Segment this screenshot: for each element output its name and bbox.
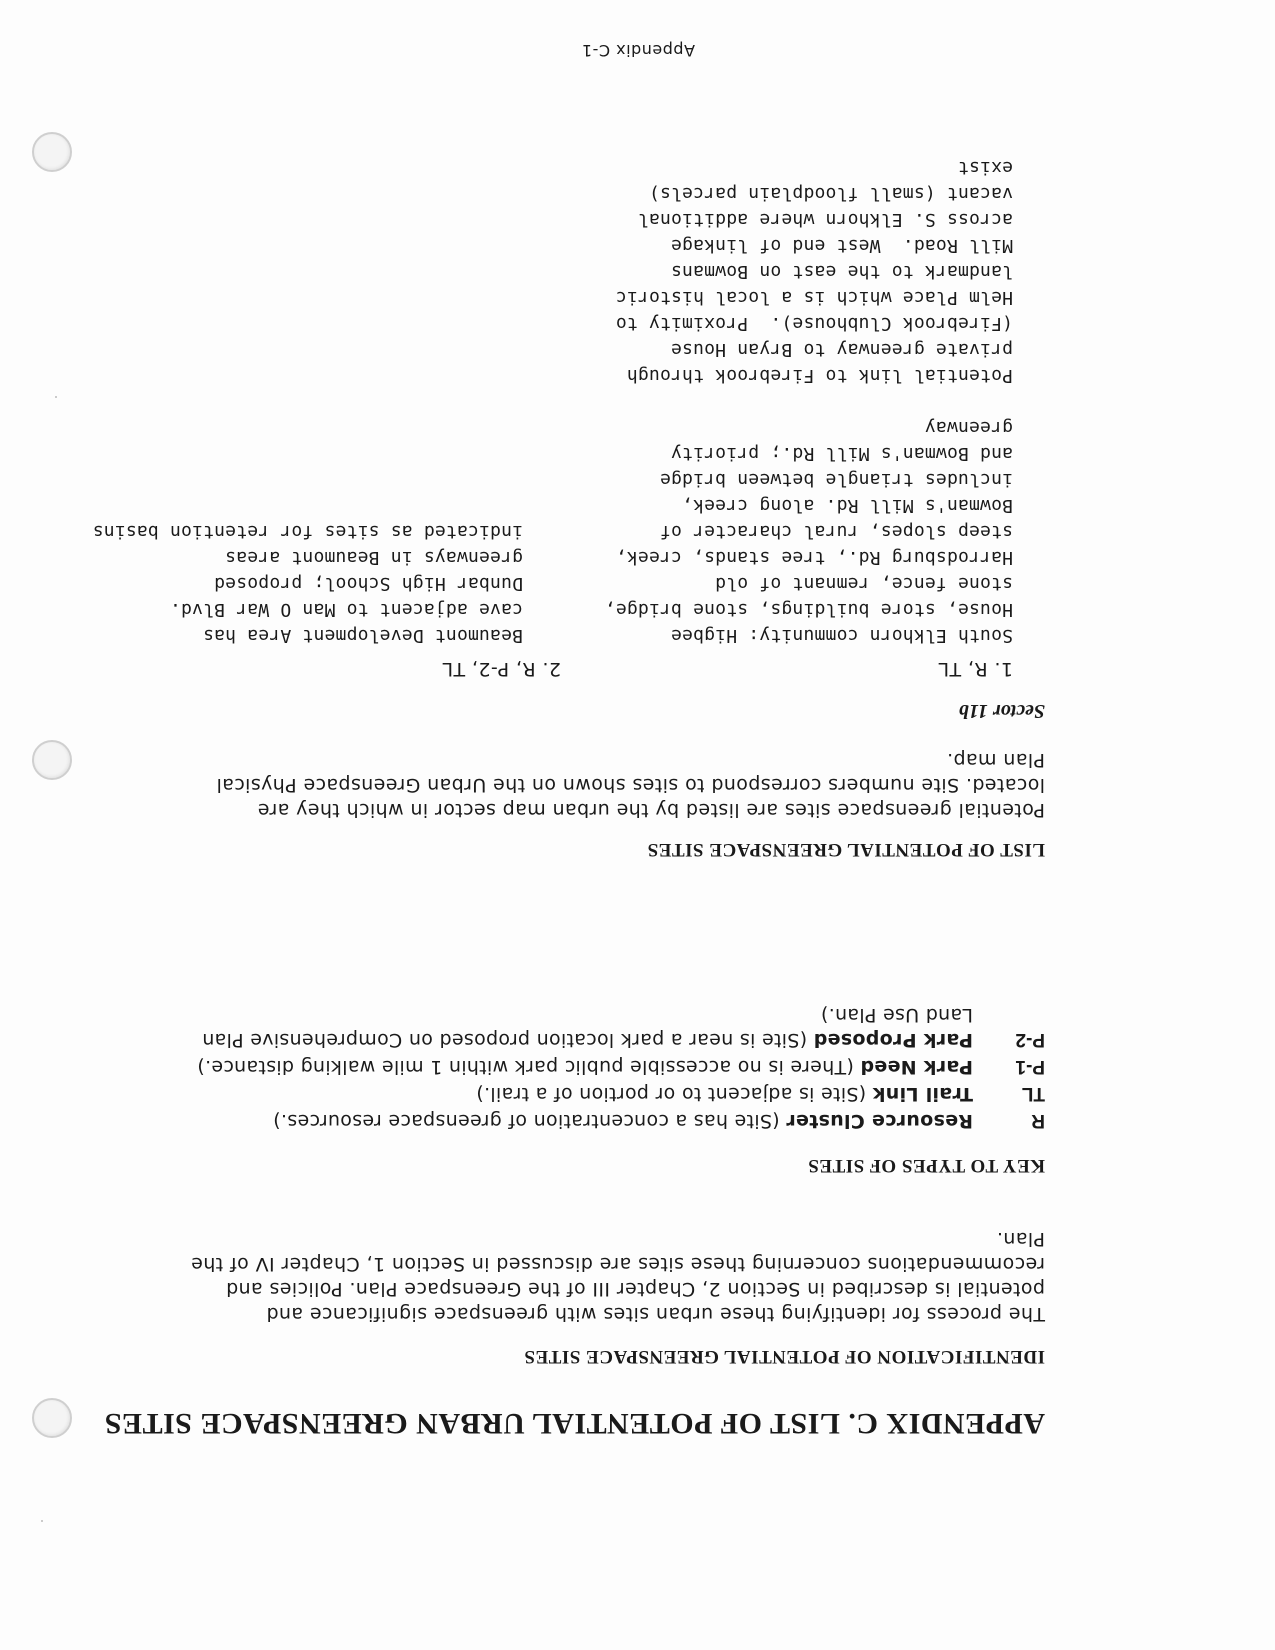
key-text <box>173 1081 973 1106</box>
page-footer: Appendix C-1 <box>581 41 695 60</box>
site-2-number: 2. R, P-2, TL <box>442 658 561 680</box>
key-code: P-2 <box>1015 1029 1045 1050</box>
key-code: R <box>1031 1110 1045 1131</box>
list-heading: LIST OF POTENTIAL GREENSPACE SITES <box>647 839 1045 860</box>
site-2-description: Beaumont Development Area has cave adjacent to Man O War Blvd. Dunbar High School; proposed greenways in Beaumont areas indicated as sites for retention basins <box>92 521 523 646</box>
key-text <box>173 1054 973 1079</box>
binder-hole-top <box>32 1398 72 1438</box>
key-term: Park Need <box>860 1056 973 1078</box>
key-text <box>173 1108 973 1133</box>
binder-hole-middle <box>32 740 72 780</box>
list-paragraph: Potential greenspace sites are listed by the urban map sector in which they are located. Site numbers correspond to sites shown on the Urban Greenspace Physical Plan map. <box>216 749 1045 821</box>
identification-paragraph: The process for identifying these urban sites with greenspace significance and potential is described in Section 2, Chapter III of the Greenspace Plan. Policies and recommendations concerning these sites are discussed in Section 1, Chapter IV of the Plan. <box>190 1228 1045 1325</box>
key-desc: (Site has a concentration of greenspace resources.) <box>272 1110 787 1132</box>
key-code: P-1 <box>1015 1056 1045 1077</box>
identification-heading: IDENTIFICATION OF POTENTIAL GREENSPACE SITES <box>523 1346 1045 1367</box>
site-1-description: South Elkhorn community: Higbee House, store buildings, stone bridge, stone fence, remnant of old Harrodsburg Rd., tree stands, creek, steep slopes, rural character of Bowman's Mill Rd. along creek, includes triangle between bridge and Bowman's Mill Rd.; priority greenway Potential link to Firebrook through private greenway to Bryan House (Firebrook Clubhouse). Proximity to Helm Place which is a local historic landmark to the east on Bowmans Mill Road. West end of linkage across S. Elkhorn where additional vacant (small floodplain parcels) exist <box>604 157 1013 646</box>
key-desc: (Site is adjacent to or portion of a trail.) <box>476 1083 873 1105</box>
key-heading: KEY TO TYPES OF SITES <box>807 1155 1045 1176</box>
scan-speck <box>41 1520 43 1522</box>
key-term: Trail Link <box>872 1083 973 1105</box>
binder-hole-bottom <box>32 132 72 172</box>
key-code: TL <box>1021 1083 1045 1104</box>
key-term: Park Proposed <box>813 1029 973 1051</box>
page-title: APPENDIX C. LIST OF POTENTIAL URBAN GREENSPACE SITES <box>104 1407 1045 1440</box>
key-desc: (There is no accessible public park within 1 mile walking distance.) <box>197 1056 861 1078</box>
sector-label: Sector 11b <box>958 700 1045 722</box>
site-1-number: 1. R, TL <box>938 658 1013 680</box>
key-desc: (Site is near a park location proposed on Comprehensive Plan Land Use Plan.) <box>202 1004 973 1051</box>
key-term: Resource Cluster <box>786 1110 973 1132</box>
key-text <box>173 1002 973 1052</box>
scan-speck <box>55 396 57 398</box>
